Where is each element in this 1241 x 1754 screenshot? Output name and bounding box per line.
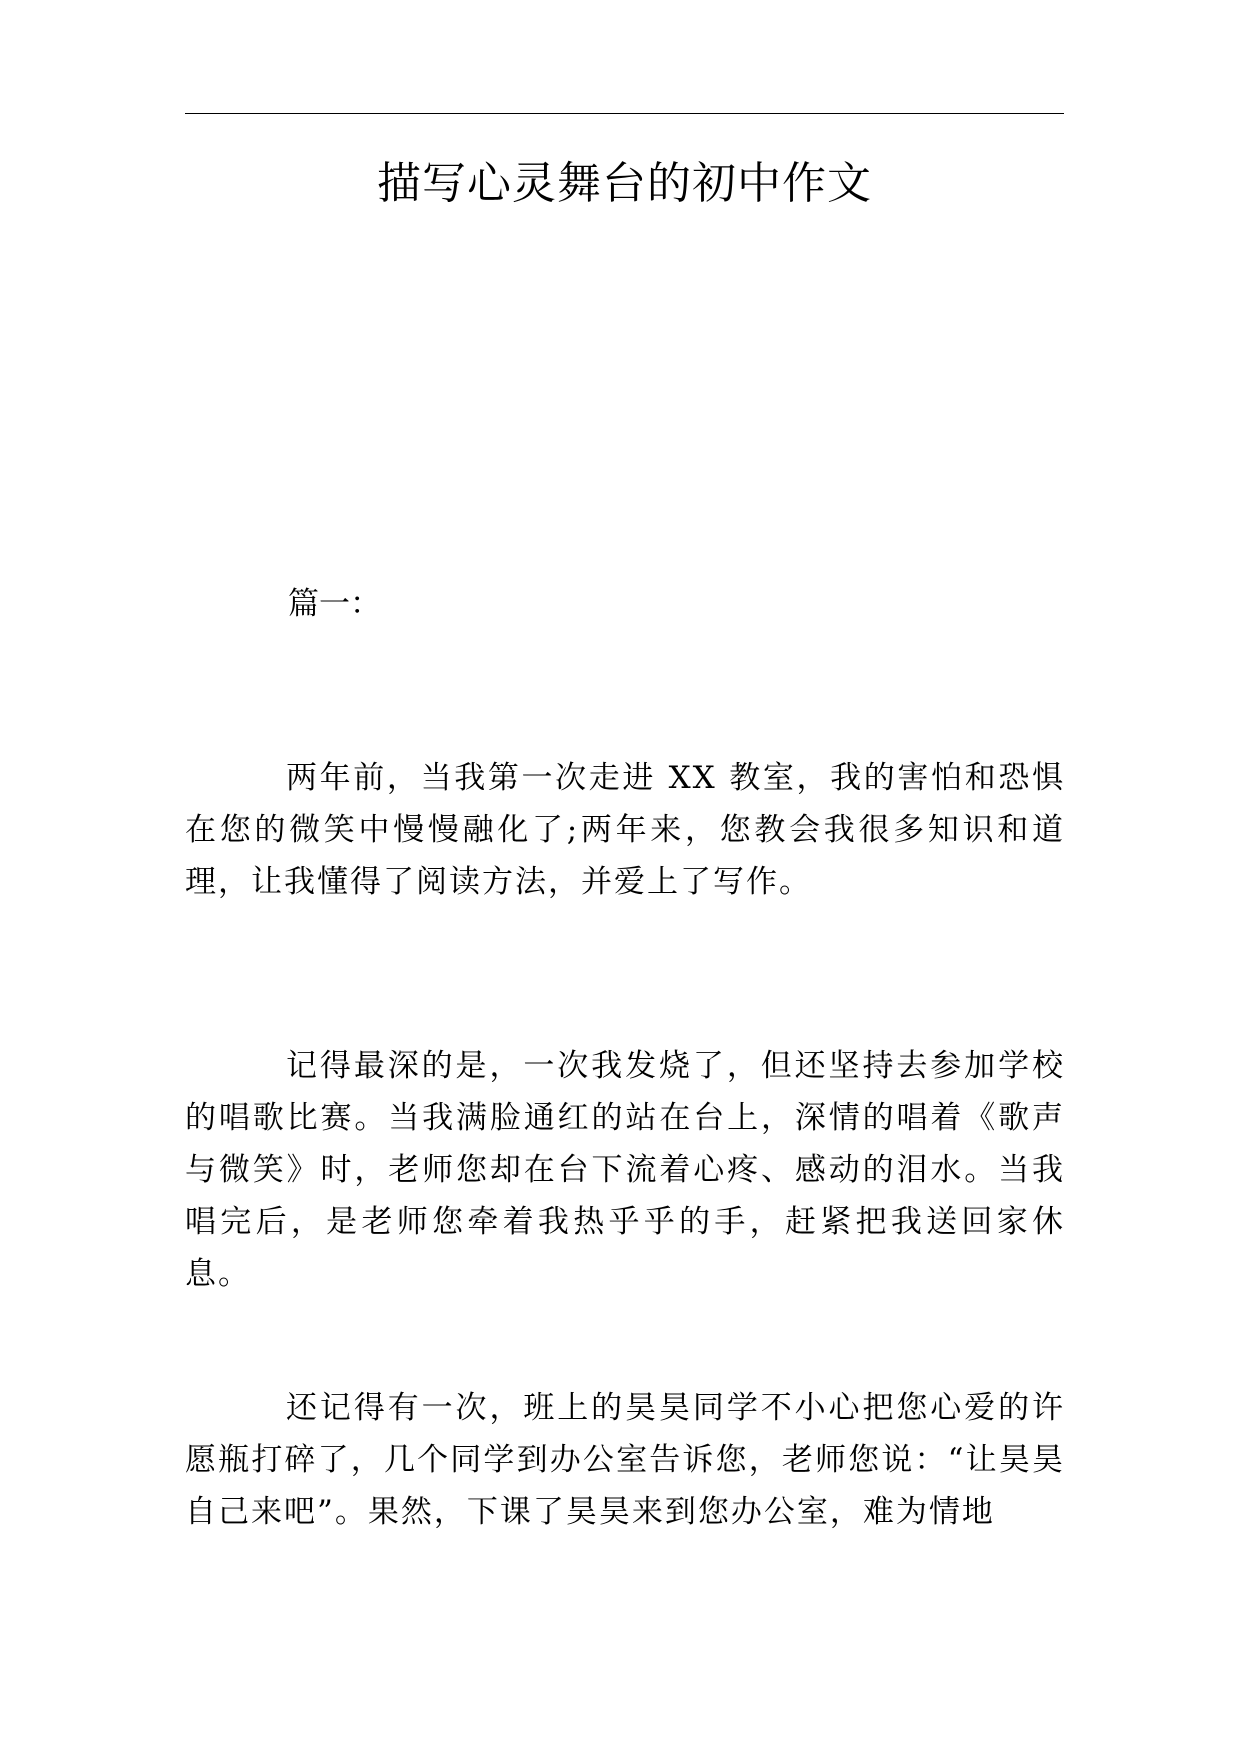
paragraph-1: 两年前，当我第一次走进 XX 教室，我的害怕和恐惧在您的微笑中慢慢融化了;两年来，您教会我很多知识和道理，让我懂得了阅读方法，并爱上了写作。 — [185, 760, 1065, 900]
section-label: 篇一： — [288, 586, 381, 622]
paragraph-2: 记得最深的是，一次我发烧了，但还坚持去参加学校的唱歌比赛。当我满脸通红的站在台上，深情的唱着《歌声与微笑》时，老师您却在台下流着心疼、感动的泪水。当我唱完后，是老师您牵着我热乎乎的手，赶紧把我送回家休息。 — [185, 1048, 1065, 1292]
document-title: 描写心灵舞台的初中作文 — [377, 158, 872, 209]
header-rule — [185, 113, 1064, 114]
paragraph-3: 还记得有一次，班上的昊昊同学不小心把您心爱的许愿瓶打碎了，几个同学到办公室告诉您，老师您说：“让昊昊自己来吧”。果然，下课了昊昊来到您办公室，难为情地 — [185, 1390, 1065, 1530]
